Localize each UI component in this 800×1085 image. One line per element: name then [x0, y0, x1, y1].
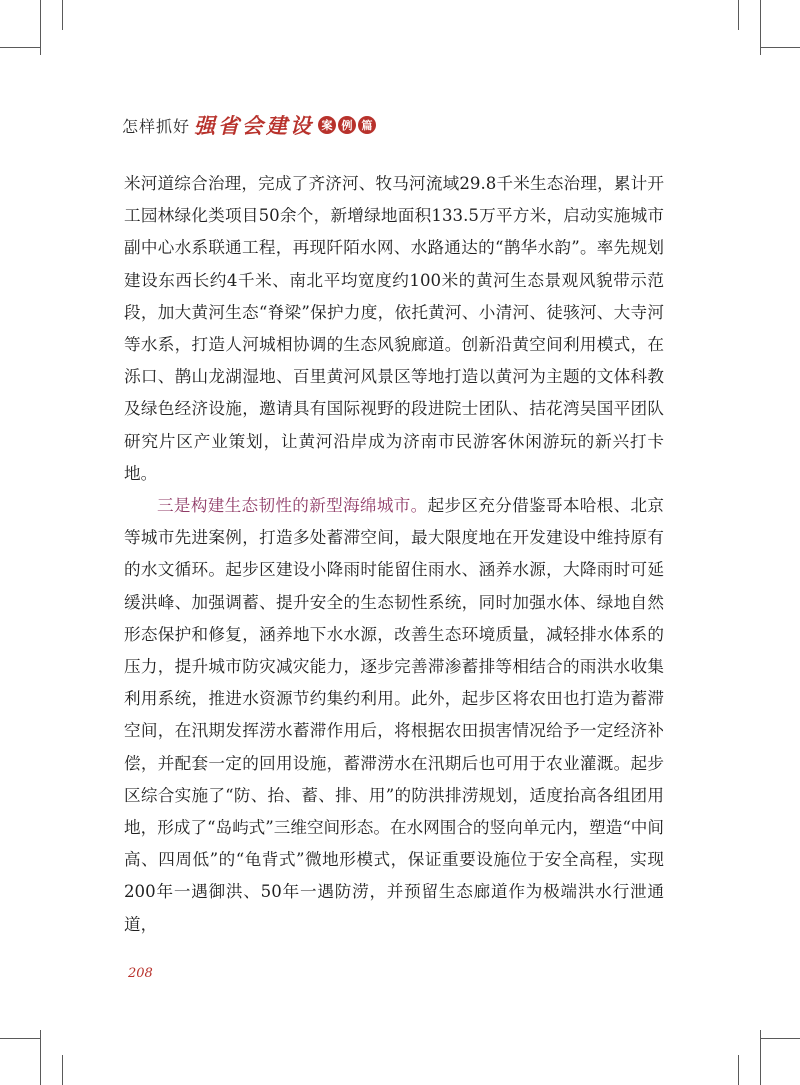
crop-mark — [760, 1030, 761, 1085]
crop-mark — [738, 1055, 739, 1085]
paragraph-text: 米河道综合治理，完成了齐济河、牧马河流域29.8千米生态治理，累计开工园林绿化类项目50余个，新增绿地面积133.5万平方米，启动实施城市副中心水系联通工程，再现阡陌水网、水路通达的“鹊华水韵”。率先规划建设东西长约4千米、南北平均宽度约100米的黄河生态景观风貌带示范段，加大黄河生态“脊梁”保护力度，依托黄河、小清河、徒骇河、大寺河等水系，打造人河城相协调的生态风貌廊道。创新沿黄空间利用模式，在泺口、鹊山龙湖湿地、百里黄河风景区等地打造以黄河为主题的文体科教及绿色经济设施，邀请具有国际视野的段进院士团队、拮花湾吴国平团队研究片区产业策划，让黄河沿岸成为济南市民游客休闲游玩的新兴打卡地。 — [124, 174, 664, 483]
crop-mark — [62, 1055, 63, 1085]
crop-mark — [62, 0, 63, 30]
series-title: 强省会建设 — [194, 113, 315, 138]
badge-pian: 篇 — [358, 116, 376, 134]
crop-mark — [0, 1038, 40, 1039]
section-badges — [318, 116, 378, 134]
page-number: 208 — [128, 966, 153, 981]
crop-mark — [0, 47, 40, 48]
badge-an: 案 — [318, 116, 336, 134]
crop-mark — [760, 0, 761, 55]
paragraph-text: 起步区充分借鉴哥本哈根、北京等城市先进案例，打造多处蓄滞空间，最大限度地在开发建设中维持原有的水文循环。起步区建设小降雨时能留住雨水、涵养水源，大降雨时可延缓洪峰、加强调蓄、提升安全的生态韧性系统，同时加强水体、绿地自然形态保护和修复，涵养地下水水源，改善生态环境质量，减轻排水体系的压力，提升城市防灾减灾能力，逐步完善滞渗蓄排等相结合的雨洪水收集利用系统，推进水资源节约集约利用。此外，起步区将农田也打造为蓄滞空间，在汛期发挥涝水蓄滞作用后，将根据农田损害情况给予一定经济补偿，并配套一定的回用设施，蓄滞涝水在汛期后也可用于农业灌溉。起步区综合实施了“防、抬、蓄、排、用”的防洪排涝规划，适度抬高各组团用地，形成了“岛屿式”三维空间形态。在水网围合的竖向单元内，塑造“中间高、四周低”的“龟背式”微地形模式，保证重要设施位于安全高程，实现200年一遇御洪、50年一遇防涝，并预留生态廊道作为极端洪水行泄通道， — [124, 496, 665, 934]
crop-mark — [40, 1030, 41, 1085]
running-header — [122, 110, 378, 140]
paragraph — [124, 490, 664, 941]
crop-mark — [760, 47, 800, 48]
book-title: 怎样抓好 — [122, 116, 191, 136]
paragraph — [124, 168, 664, 490]
badge-li: 例 — [338, 116, 356, 134]
body-text — [124, 168, 664, 941]
crop-mark — [40, 0, 41, 55]
crop-mark — [760, 1038, 800, 1039]
paragraph-heading: 三是构建生态韧性的新型海绵城市。 — [157, 496, 428, 516]
crop-mark — [738, 0, 739, 30]
